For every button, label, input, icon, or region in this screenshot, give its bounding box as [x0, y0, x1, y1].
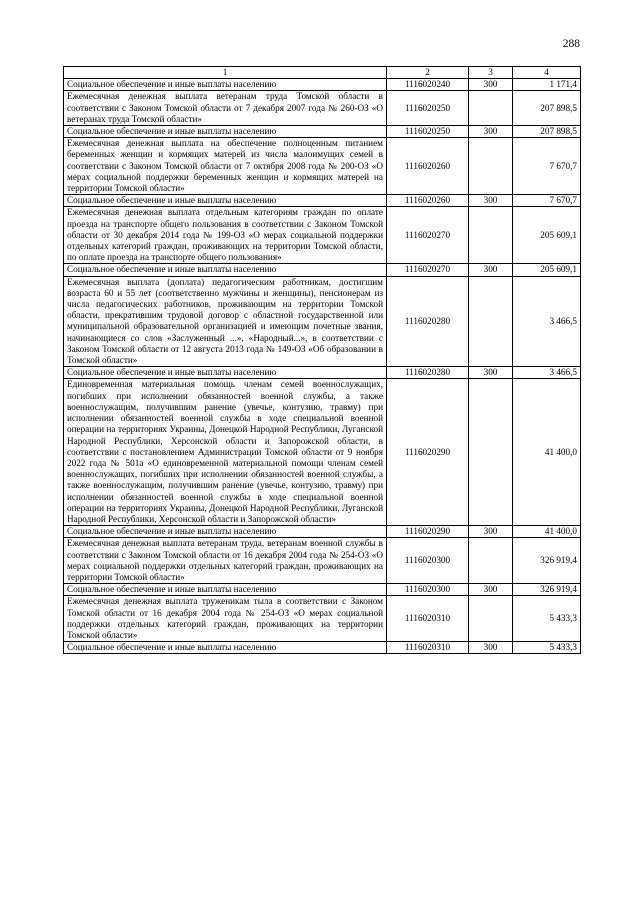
- table-row: [64, 207, 581, 264]
- amount-cell: 326 919,4: [513, 584, 581, 596]
- table-row: [64, 596, 581, 642]
- expense-type-cell: [469, 276, 513, 367]
- table-row: [64, 138, 581, 195]
- amount-cell: 3 466,5: [513, 276, 581, 367]
- expense-type-cell: 300: [469, 584, 513, 596]
- target-code-cell: 1116020270: [387, 264, 469, 276]
- amount-cell: 205 609,1: [513, 264, 581, 276]
- expense-type-cell: 300: [469, 264, 513, 276]
- table-row: [64, 584, 581, 596]
- table-header: [64, 67, 581, 79]
- table-row: [64, 79, 581, 91]
- amount-cell: 207 898,5: [513, 91, 581, 126]
- description-cell: Ежемесячная денежная выплата на обеспечение полноценным питанием беременных женщин и кормящих матерей из числа малоимущих семей в соответствии с Законом Томской области от 7 октября 2008 года № 200-ОЗ «О мерах социальной поддержки беременных женщин и кормящих матерей на территории Томской области»: [64, 138, 387, 195]
- table-row: [64, 195, 581, 207]
- header-col-2: 2: [387, 67, 469, 79]
- expense-type-cell: [469, 91, 513, 126]
- amount-cell: 205 609,1: [513, 207, 581, 264]
- description-cell: Ежемесячная денежная выплата отдельным категориям граждан по оплате проезда на транспорте общего пользования в соответствии с Законом Томской области от 30 декабря 2014 года № 199-ОЗ «О мерах социальной поддержки отдельных категорий граждан, проживающих на территории Томской области, по оплате проезда на транспорте общего пользования»: [64, 207, 387, 264]
- amount-cell: 41 400,0: [513, 526, 581, 538]
- description-cell: Ежемесячная денежная выплата труженикам тыла в соответствии с Законом Томской области от 16 декабря 2004 года № 254-ОЗ «О мерах социальной поддержки отдельных категорий граждан, проживающих на территории Томской области»: [64, 596, 387, 642]
- description-cell: Социальное обеспечение и иные выплаты населению: [64, 584, 387, 596]
- header-col-1: 1: [64, 67, 387, 79]
- description-cell: Ежемесячная выплата (доплата) педагогическим работникам, достигшим возраста 60 и 55 лет (соответственно мужчины и женщины), пенсионерам из числа педагогических работников, проживающим на территории Томской области, прекратившим трудовой договор с областной государственной или муниципальной образовательной организацией и имеющим почетные звания, начинающиеся со слов «Заслуженный ...», «Народный...», в соответствии с Законом Томской области от 12 августа 2013 года № 149-ОЗ «Об образовании в Томской области»: [64, 276, 387, 367]
- expense-type-cell: 300: [469, 195, 513, 207]
- header-row: [64, 67, 581, 79]
- expense-type-cell: [469, 538, 513, 584]
- description-cell: Социальное обеспечение и иные выплаты населению: [64, 367, 387, 379]
- amount-cell: 207 898,5: [513, 126, 581, 138]
- table-row: [64, 126, 581, 138]
- table-row: [64, 642, 581, 654]
- table-row: [64, 526, 581, 538]
- amount-cell: 7 670,7: [513, 195, 581, 207]
- target-code-cell: 1116020280: [387, 367, 469, 379]
- description-cell: Социальное обеспечение и иные выплаты населению: [64, 264, 387, 276]
- amount-cell: 5 433,3: [513, 642, 581, 654]
- table-row: [64, 91, 581, 126]
- budget-table: [63, 66, 581, 654]
- target-code-cell: 1116020310: [387, 642, 469, 654]
- expense-type-cell: [469, 207, 513, 264]
- expense-type-cell: 300: [469, 642, 513, 654]
- description-cell: Социальное обеспечение и иные выплаты населению: [64, 642, 387, 654]
- table-body: [64, 79, 581, 654]
- target-code-cell: 1116020290: [387, 526, 469, 538]
- target-code-cell: 1116020240: [387, 79, 469, 91]
- amount-cell: 5 433,3: [513, 596, 581, 642]
- target-code-cell: 1116020300: [387, 538, 469, 584]
- description-cell: Социальное обеспечение и иные выплаты населению: [64, 526, 387, 538]
- amount-cell: 7 670,7: [513, 138, 581, 195]
- expense-type-cell: [469, 379, 513, 526]
- table-row: [64, 379, 581, 526]
- expense-type-cell: 300: [469, 526, 513, 538]
- amount-cell: 326 919,4: [513, 538, 581, 584]
- target-code-cell: 1116020310: [387, 596, 469, 642]
- description-cell: Ежемесячная денежная выплата ветеранам труда, ветеранам военной службы в соответствии с Законом Томской области от 16 декабря 2004 года № 254-ОЗ «О мерах социальной поддержки отдельных категорий граждан, проживающих на территории Томской области»: [64, 538, 387, 584]
- header-col-3: 3: [469, 67, 513, 79]
- description-cell: Ежемесячная денежная выплата ветеранам труда Томской области в соответствии с Законом Томской области от 7 декабря 2007 года № 260-ОЗ «О ветеранах труда Томской области»: [64, 91, 387, 126]
- table-row: [64, 264, 581, 276]
- amount-cell: 3 466,5: [513, 367, 581, 379]
- table-row: [64, 276, 581, 367]
- target-code-cell: 1116020300: [387, 584, 469, 596]
- expense-type-cell: 300: [469, 79, 513, 91]
- table-row: [64, 538, 581, 584]
- expense-type-cell: [469, 596, 513, 642]
- description-cell: Социальное обеспечение и иные выплаты населению: [64, 79, 387, 91]
- expense-type-cell: [469, 138, 513, 195]
- target-code-cell: 1116020280: [387, 276, 469, 367]
- target-code-cell: 1116020260: [387, 195, 469, 207]
- description-cell: Социальное обеспечение и иные выплаты населению: [64, 126, 387, 138]
- amount-cell: 1 171,4: [513, 79, 581, 91]
- target-code-cell: 1116020270: [387, 207, 469, 264]
- target-code-cell: 1116020290: [387, 379, 469, 526]
- target-code-cell: 1116020260: [387, 138, 469, 195]
- header-col-4: 4: [513, 67, 581, 79]
- expense-type-cell: 300: [469, 367, 513, 379]
- expense-type-cell: 300: [469, 126, 513, 138]
- amount-cell: 41 400,0: [513, 379, 581, 526]
- description-cell: Единовременная материальная помощь членам семей военнослужащих, погибших при исполнении обязанностей военной службы, а также военнослужащим, получившим ранение (увечье, контузию, травму) при исполнении обязанностей военной службы в ходе специальной военной операции на территориях Украины, Донецкой Народной Республики, Луганской Народной Республики, Херсонской области и Запорожской области, в соответствии с постановлением Администрации Томской области от 9 ноября 2022 года № 501а «О единовременной материальной помощи членам семей военнослужащих, погибших при исполнении обязанностей военной службы, а также военнослужащим, получившим ранение (увечье, контузию, травму) при исполнении обязанностей военной службы в ходе специальной военной операции на территориях Украины, Донецкой Народной Республики, Луганской Народной Республики, Херсонской области и Запорожской области»: [64, 379, 387, 526]
- target-code-cell: 1116020250: [387, 91, 469, 126]
- description-cell: Социальное обеспечение и иные выплаты населению: [64, 195, 387, 207]
- page-number: 288: [562, 38, 580, 50]
- table-row: [64, 367, 581, 379]
- target-code-cell: 1116020250: [387, 126, 469, 138]
